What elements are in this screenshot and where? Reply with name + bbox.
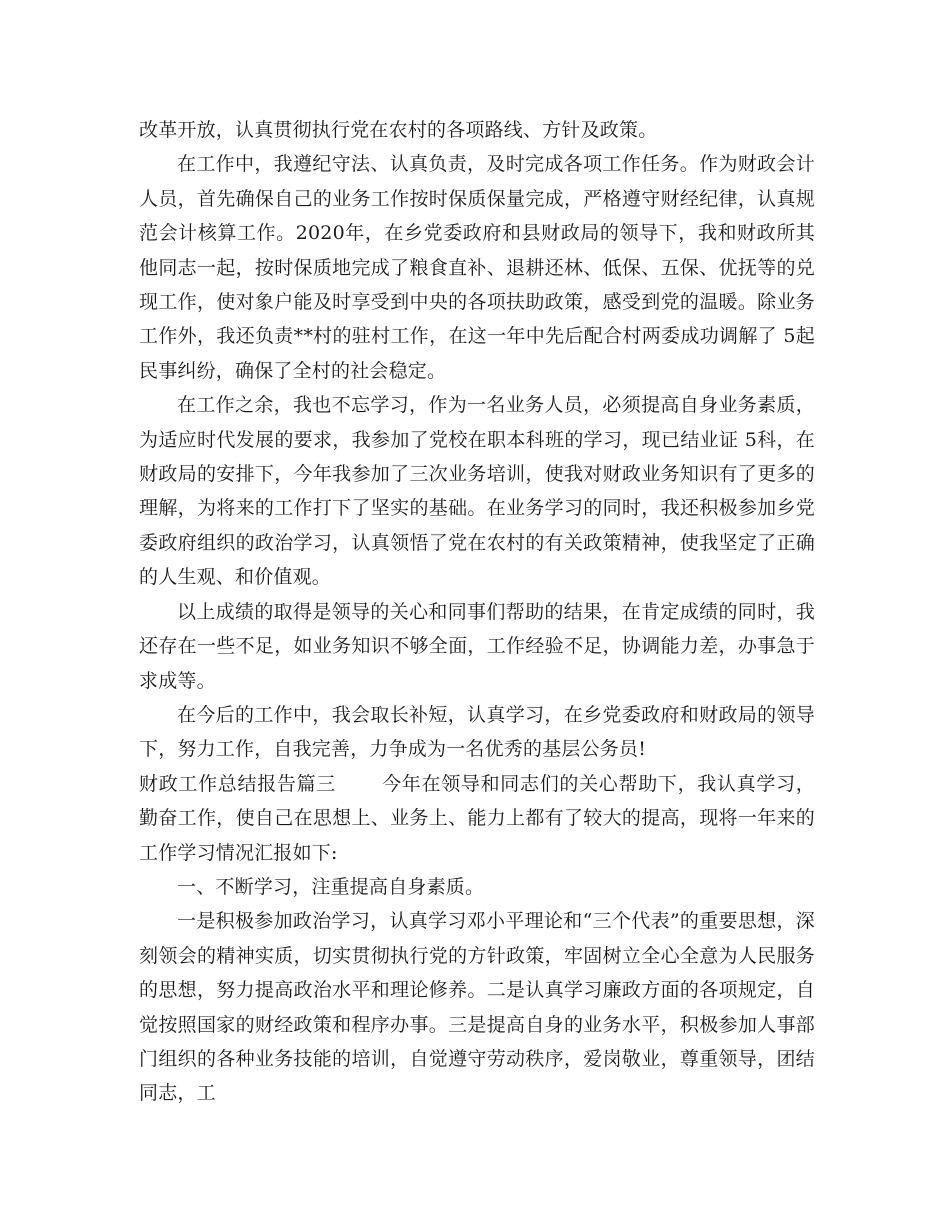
paragraph-2: 在工作中，我遵纪守法、认真负责，及时完成各项工作任务。作为财政会计人员，首先确保自己的业务工作按时保质保量完成，严格遵守财经纪律，认真规范会计核算工作。2020年，在乡党委政府和县财政局的领导下，我和财政所其他同志一起，按时保质地完成了粮食直补、退耕还林、低保、五保、优抚等的兑现工作，使对象户能及时享受到中央的各项扶助政策，感受到党的温暖。除业务工作外，我还负责**村的驻村工作，在这一年中先后配合村两委成功调解了 5起民事纠纷，确保了全村的社会稳定。 [139,153,815,382]
paragraph-3: 在工作之余，我也不忘学习，作为一名业务人员，必须提高自身业务素质，为适应时代发展的要求，我参加了党校在职本科班的学习，现已结业证 5科，在财政局的安排下，今年我参加了三次业务培训，使我对财政业务知识有了更多的理解，为将来的工作打下了坚实的基础。在业务学习的同时，我还积极参加乡党委政府组织的政治学习，认真领悟了党在农村的有关政策精神，使我坚定了正确的人生观、和价值观。 [139,394,815,589]
subheading: 一、不断学习，注重提高自身素质。 [177,875,485,898]
document-body [139,113,815,1111]
paragraph-4: 以上成绩的取得是领导的关心和同事们帮助的结果，在肯定成绩的同时，我还存在一些不足，如业务知识不够全面，工作经验不足，协调能力差，办事急于求成等。 [139,600,815,692]
section-intro: 今年在领导和同志们的关心帮助下，我认真学习，勤奋工作，使自己在思想上、业务上、能力上都有了较大的提高，现将一年来的工作学习情况汇报如下: [139,772,815,864]
section-paragraph [139,767,815,870]
last-paragraph: 一是积极参加政治学习，认真学习邓小平理论和“三个代表”的重要思想，深刻领会的精神实质，切实贯彻执行党的方针政策，牢固树立全心全意为人民服务的思想，努力提高政治水平和理论修养。二是认真学习廉政方面的各项规定，自觉按照国家的财经政策和程序办事。三是提高自身的业务水平，积极参加人事部门组织的各种业务技能的培训，自觉遵守劳动秩序，爱岗敬业，尊重领导，团结同志，工 [139,910,815,1105]
section-heading: 财政工作总结报告篇三 [139,772,336,795]
paragraph-5: 在今后的工作中，我会取长补短，认真学习，在乡党委政府和财政局的领导下，努力工作，自我完善，力争成为一名优秀的基层公务员! [139,703,815,761]
paragraph-1: 改革开放，认真贯彻执行党在农村的各项路线、方针及政策。 [139,119,658,141]
